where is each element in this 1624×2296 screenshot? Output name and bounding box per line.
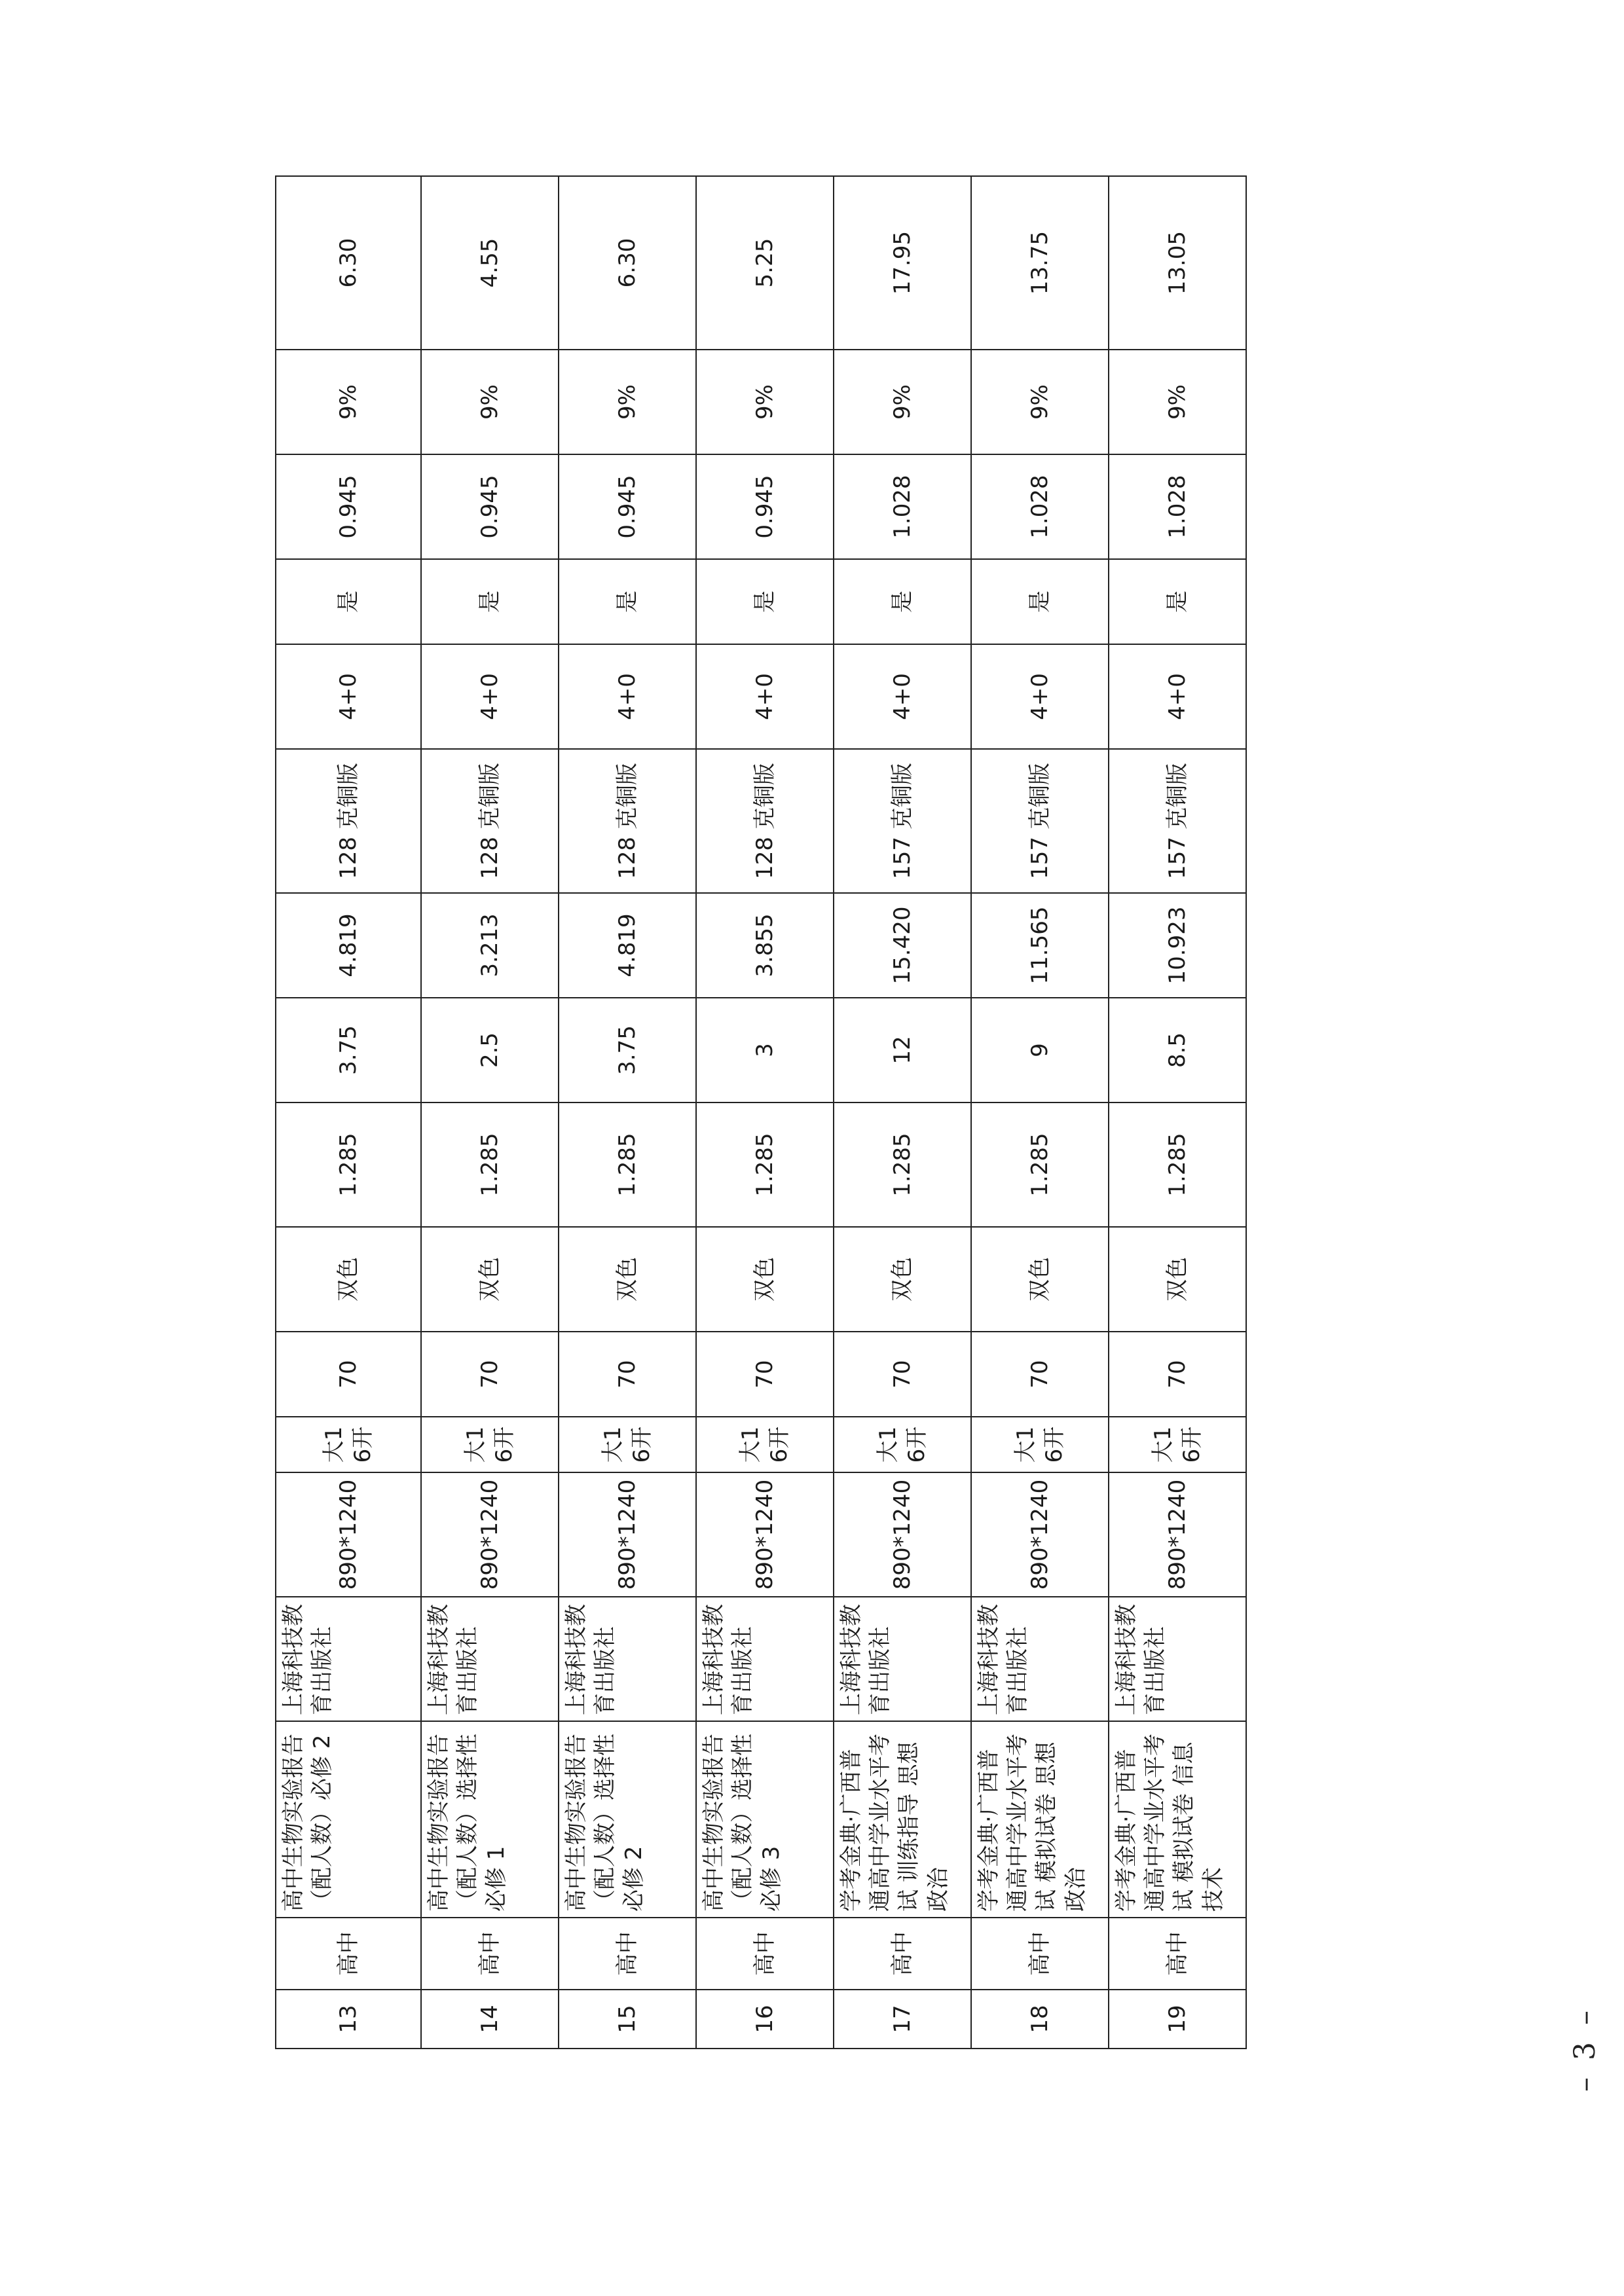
printed-sheets-cell: 3.75: [559, 998, 696, 1102]
price-cell: 5.25: [696, 176, 834, 350]
text-cost-cell: 10.923: [1109, 893, 1246, 998]
cover-cost-cell: 0.945: [421, 454, 559, 559]
print-color-cell: 双色: [696, 1227, 834, 1332]
print-color-cell: 双色: [1109, 1227, 1246, 1332]
school-level-cell: 高中: [696, 1918, 834, 1990]
rate-cell: 9%: [559, 350, 696, 454]
school-level-cell: 高中: [559, 1918, 696, 1990]
rate-cell: 9%: [971, 350, 1109, 454]
book-title-cell: 高中生物实验报告（配人数）必修 2: [276, 1721, 421, 1918]
row-number-cell: 14: [421, 1990, 559, 2049]
text-cost-cell: 4.819: [559, 893, 696, 998]
text-cost-cell: 4.819: [276, 893, 421, 998]
row-number-cell: 13: [276, 1990, 421, 2049]
paper-size-cell: 890*1240: [971, 1472, 1109, 1597]
cover-paper-cell: 128 克铜版: [421, 749, 559, 893]
printed-sheets-cell: 9: [971, 998, 1109, 1102]
cover-cost-cell: 0.945: [696, 454, 834, 559]
cover-cost-cell: 0.945: [276, 454, 421, 559]
cover-film-cell: 是: [559, 559, 696, 644]
cover-color-cell: 4+0: [559, 644, 696, 749]
cover-color-cell: 4+0: [971, 644, 1109, 749]
cover-paper-cell: 128 克铜版: [559, 749, 696, 893]
cover-paper-cell: 157 克铜版: [834, 749, 971, 893]
school-level-cell: 高中: [421, 1918, 559, 1990]
unit-price-cell: 1.285: [971, 1102, 1109, 1227]
unit-price-cell: 1.285: [421, 1102, 559, 1227]
paper-size-cell: 890*1240: [421, 1472, 559, 1597]
print-color-cell: 双色: [971, 1227, 1109, 1332]
publisher-cell: 上海科技教育出版社: [559, 1597, 696, 1721]
paper-size-cell: 890*1240: [559, 1472, 696, 1597]
paper-size-cell: 890*1240: [276, 1472, 421, 1597]
price-cell: 13.05: [1109, 176, 1246, 350]
unit-price-cell: 1.285: [696, 1102, 834, 1227]
text-paper-weight-cell: 70: [1109, 1332, 1246, 1417]
row-number-cell: 18: [971, 1990, 1109, 2049]
book-title-cell: 学考金典·广西普通高中学业水平考试 模拟试卷 思想政治: [971, 1721, 1109, 1918]
cover-film-cell: 是: [276, 559, 421, 644]
text-cost-cell: 11.565: [971, 893, 1109, 998]
text-paper-weight-cell: 70: [971, 1332, 1109, 1417]
school-level-cell: 高中: [276, 1918, 421, 1990]
cover-film-cell: 是: [421, 559, 559, 644]
text-cost-cell: 3.213: [421, 893, 559, 998]
print-color-cell: 双色: [421, 1227, 559, 1332]
book-format-cell: 大16开: [421, 1417, 559, 1472]
cover-color-cell: 4+0: [834, 644, 971, 749]
unit-price-cell: 1.285: [1109, 1102, 1246, 1227]
row-number-cell: 17: [834, 1990, 971, 2049]
cover-cost-cell: 1.028: [834, 454, 971, 559]
unit-price-cell: 1.285: [276, 1102, 421, 1227]
publisher-cell: 上海科技教育出版社: [1109, 1597, 1246, 1721]
publisher-cell: 上海科技教育出版社: [696, 1597, 834, 1721]
book-format-cell: 大16开: [834, 1417, 971, 1472]
printed-sheets-cell: 8.5: [1109, 998, 1246, 1102]
row-number-cell: 19: [1109, 1990, 1246, 2049]
print-color-cell: 双色: [834, 1227, 971, 1332]
printed-sheets-cell: 2.5: [421, 998, 559, 1102]
cover-paper-cell: 128 克铜版: [696, 749, 834, 893]
price-cell: 6.30: [559, 176, 696, 350]
text-paper-weight-cell: 70: [276, 1332, 421, 1417]
cover-paper-cell: 157 克铜版: [971, 749, 1109, 893]
paper-size-cell: 890*1240: [834, 1472, 971, 1597]
book-title-cell: 学考金典·广西普通高中学业水平考试 模拟试卷 信息技术: [1109, 1721, 1246, 1918]
cover-paper-cell: 128 克铜版: [276, 749, 421, 893]
unit-price-cell: 1.285: [834, 1102, 971, 1227]
book-title-cell: 高中生物实验报告（配人数）选择性必修 2: [559, 1721, 696, 1918]
cover-film-cell: 是: [834, 559, 971, 644]
printed-sheets-cell: 12: [834, 998, 971, 1102]
cover-film-cell: 是: [1109, 559, 1246, 644]
text-paper-weight-cell: 70: [559, 1332, 696, 1417]
printed-sheets-cell: 3: [696, 998, 834, 1102]
book-title-cell: 学考金典·广西普通高中学业水平考试 训练指导 思想政治: [834, 1721, 971, 1918]
row-number-cell: 16: [696, 1990, 834, 2049]
school-level-cell: 高中: [971, 1918, 1109, 1990]
book-title-cell: 高中生物实验报告（配人数）选择性必修 3: [696, 1721, 834, 1918]
rate-cell: 9%: [696, 350, 834, 454]
table-row: [559, 176, 696, 2049]
cover-cost-cell: 0.945: [559, 454, 696, 559]
table-row: [1109, 176, 1246, 2049]
book-format-cell: 大16开: [559, 1417, 696, 1472]
book-format-cell: 大16开: [1109, 1417, 1246, 1472]
price-cell: 6.30: [276, 176, 421, 350]
cover-cost-cell: 1.028: [1109, 454, 1246, 559]
price-cell: 13.75: [971, 176, 1109, 350]
price-cell: 4.55: [421, 176, 559, 350]
rate-cell: 9%: [834, 350, 971, 454]
rate-cell: 9%: [421, 350, 559, 454]
table-row: [834, 176, 971, 2049]
text-cost-cell: 3.855: [696, 893, 834, 998]
table-row: [696, 176, 834, 2049]
publisher-cell: 上海科技教育出版社: [276, 1597, 421, 1721]
publisher-cell: 上海科技教育出版社: [834, 1597, 971, 1721]
book-title-cell: 高中生物实验报告（配人数）选择性必修 1: [421, 1721, 559, 1918]
book-format-cell: 大16开: [696, 1417, 834, 1472]
cover-color-cell: 4+0: [276, 644, 421, 749]
table-row: [971, 176, 1109, 2049]
table-row: [421, 176, 559, 2049]
cover-color-cell: 4+0: [421, 644, 559, 749]
text-paper-weight-cell: 70: [421, 1332, 559, 1417]
paper-size-cell: 890*1240: [1109, 1472, 1246, 1597]
table-row: [276, 176, 421, 2049]
book-format-cell: 大16开: [971, 1417, 1109, 1472]
cover-color-cell: 4+0: [696, 644, 834, 749]
paper-size-cell: 890*1240: [696, 1472, 834, 1597]
school-level-cell: 高中: [1109, 1918, 1246, 1990]
page-number: – 3 –: [1568, 2007, 1602, 2092]
publisher-cell: 上海科技教育出版社: [971, 1597, 1109, 1721]
rate-cell: 9%: [276, 350, 421, 454]
cover-paper-cell: 157 克铜版: [1109, 749, 1246, 893]
row-number-cell: 15: [559, 1990, 696, 2049]
price-cell: 17.95: [834, 176, 971, 350]
price-table: [275, 175, 1247, 2049]
unit-price-cell: 1.285: [559, 1102, 696, 1227]
book-format-cell: 大16开: [276, 1417, 421, 1472]
school-level-cell: 高中: [834, 1918, 971, 1990]
print-color-cell: 双色: [559, 1227, 696, 1332]
text-paper-weight-cell: 70: [696, 1332, 834, 1417]
rate-cell: 9%: [1109, 350, 1246, 454]
print-color-cell: 双色: [276, 1227, 421, 1332]
cover-color-cell: 4+0: [1109, 644, 1246, 749]
text-paper-weight-cell: 70: [834, 1332, 971, 1417]
text-cost-cell: 15.420: [834, 893, 971, 998]
publisher-cell: 上海科技教育出版社: [421, 1597, 559, 1721]
cover-film-cell: 是: [696, 559, 834, 644]
cover-cost-cell: 1.028: [971, 454, 1109, 559]
cover-film-cell: 是: [971, 559, 1109, 644]
printed-sheets-cell: 3.75: [276, 998, 421, 1102]
